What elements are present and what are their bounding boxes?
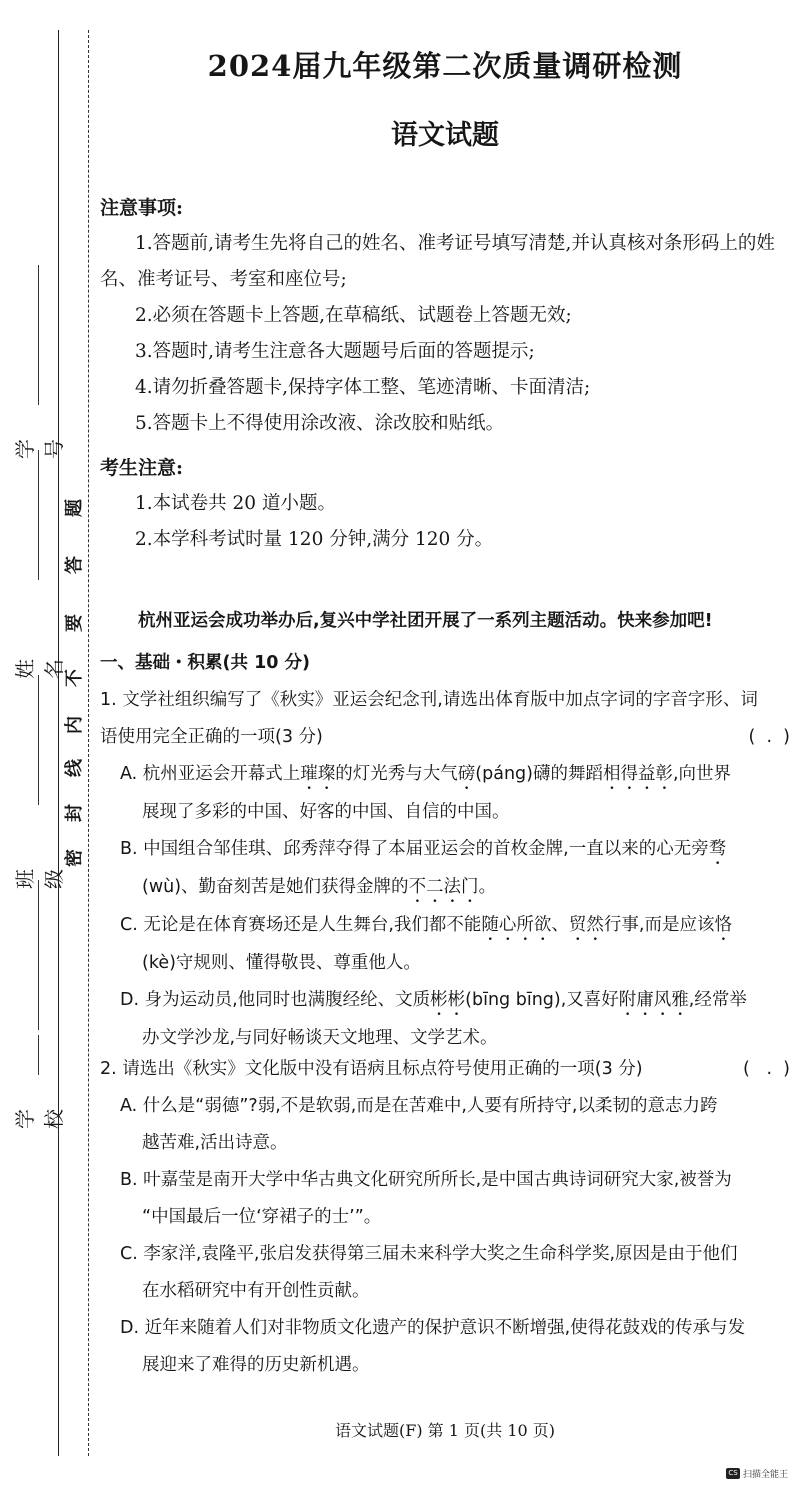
text: B. 中国组合邹佳琪、邱秀萍夺得了本届亚运会的首枚金牌,一直以来的心无旁 — [120, 839, 709, 859]
seal-char: 题 — [64, 499, 85, 517]
text: D. 身为运动员,他同时也满腹经纶、文质 — [120, 990, 431, 1010]
text: 行事,而是应该 — [603, 915, 715, 935]
seal-char: 不 — [64, 669, 85, 687]
notice-item: 3.答题时,请考生注意各大题题号后面的答题提示; — [135, 341, 535, 362]
q1-option-d-cont: 办文学沙龙,与同好畅谈天文地理、文学艺术。 — [142, 1028, 498, 1048]
field-line-xingming-gap — [38, 450, 39, 580]
q1-option-c-cont: (kè)守规则、懂得敬畏、尊重他人。 — [142, 953, 421, 973]
text: (bīng bīng),又喜好 — [465, 990, 619, 1010]
q2-answer-paren[interactable]: ( . ) — [742, 1059, 790, 1079]
binding-margin — [0, 0, 95, 1486]
q1-option-b-cont — [100, 869, 790, 907]
q1-stem-line: 1. 文学社组织编写了《秋实》亚运会纪念刊,请选出体育版中加点字词的字音字形、词 — [100, 690, 758, 710]
dotted-word: 随心所欲 — [481, 915, 552, 935]
notice-item: 2.必须在答题卡上答题,在草稿纸、试题卷上答题无效; — [135, 305, 572, 326]
q2-option-b[interactable]: B. 叶嘉莹是南开大学中华古典文化研究所所长,是中国古典诗词研究大家,被誉为 — [120, 1170, 732, 1190]
candidate-item: 1.本试卷共 20 道小题。 — [135, 493, 336, 514]
dotted-word: 彬彬 — [430, 990, 466, 1010]
page-footer: 语文试题(F) 第 1 页(共 10 页) — [334, 1421, 556, 1440]
text: 。 — [478, 877, 497, 897]
notice-heading: 注意事项: — [100, 197, 184, 219]
field-label-xuexiao: 学 校 — [13, 1109, 66, 1129]
camscanner-icon: CS — [726, 1468, 740, 1479]
notice-item: 1.答题前,请考生先将自己的姓名、准考证号填写清楚,并认真核对条形码上的姓 — [135, 233, 775, 254]
q2-option-c-cont: 在水稻研究中有开创性贡献。 — [142, 1281, 370, 1301]
notice-section — [100, 190, 790, 442]
dotted-word: 不二法门 — [408, 877, 479, 897]
watermark-label: 扫描全能王 — [742, 1470, 788, 1480]
seal-char: 要 — [64, 614, 85, 632]
q1-option-b[interactable] — [100, 831, 790, 869]
margin-line-dashed — [88, 30, 89, 1456]
text: ,向世界 — [672, 764, 732, 784]
q2-stem-row — [100, 1051, 790, 1088]
field-label-xingming: 姓 名 — [13, 659, 66, 679]
margin-line-solid — [58, 30, 59, 1456]
dotted-word: 骛 — [708, 839, 727, 859]
q1-option-d[interactable] — [100, 982, 790, 1020]
q1-stem-line: 语使用完全正确的一项(3 分) — [100, 727, 323, 747]
seal-char: 答 — [64, 556, 85, 574]
candidate-item: 2.本学科考试时量 120 分钟,满分 120 分。 — [135, 529, 494, 550]
q2-option-b-cont: “中国最后一位‘穿裙子的士’”。 — [142, 1207, 382, 1227]
seal-char: 密 — [64, 849, 85, 867]
field-line-xuehao[interactable] — [38, 265, 39, 405]
text: 、 — [551, 915, 569, 935]
text: 的灯光秀与大气 — [335, 764, 458, 784]
q1-option-a[interactable] — [100, 756, 790, 794]
scanner-watermark — [726, 1467, 788, 1480]
intro-text: 杭州亚运会成功举办后,复兴中学社团开展了一系列主题活动。快来参加吧! — [138, 611, 713, 631]
q1-stem-row — [100, 719, 790, 756]
field-line-banji[interactable] — [38, 880, 39, 1030]
subject-title: 语文试题 — [391, 120, 499, 151]
field-line-xuexiao[interactable] — [38, 1035, 39, 1075]
exam-title: 2024届九年级第二次质量调研检测 — [207, 49, 683, 83]
notice-item: 名、准考证号、考室和座位号; — [100, 269, 347, 290]
dotted-word: 璀璨 — [300, 764, 336, 784]
seal-char: 内 — [64, 716, 85, 734]
seal-char: 线 — [64, 759, 85, 777]
q2-option-a-cont: 越苦难,活出诗意。 — [142, 1133, 288, 1153]
q2-option-a[interactable]: A. 什么是“弱德”?弱,不是软弱,而是在苦难中,人要有所持守,以柔韧的意志力跨 — [120, 1096, 718, 1116]
notice-item: 4.请勿折叠答题卡,保持字体工整、笔迹清晰、卡面清洁; — [135, 377, 591, 398]
candidate-heading: 考生注意: — [100, 457, 184, 479]
seal-char: 封 — [64, 804, 85, 822]
dotted-word: 恪 — [714, 915, 732, 935]
dotted-word: 附庸风雅 — [618, 990, 689, 1010]
dotted-word: 贸然 — [568, 915, 604, 935]
q1-option-a-cont: 展现了多彩的中国、好客的中国、自信的中国。 — [142, 802, 510, 822]
field-line-xingming[interactable] — [38, 675, 39, 805]
q2-option-d-cont: 展迎来了难得的历史新机遇。 — [142, 1355, 370, 1375]
dotted-word: 相得益彰 — [602, 764, 673, 784]
text: A. 杭州亚运会开幕式上 — [120, 764, 301, 784]
dotted-word: 磅 — [457, 764, 476, 784]
text: (páng)礴的舞蹈 — [475, 764, 603, 784]
field-label-xuehao: 学 号 — [13, 439, 66, 459]
notice-item: 5.答题卡上不得使用涂改液、涂改胶和贴纸。 — [135, 413, 505, 434]
q1-answer-paren[interactable]: ( . ) — [748, 727, 790, 747]
q1-option-c[interactable] — [100, 907, 790, 945]
q2-stem: 2. 请选出《秋实》文化版中没有语病且标点符号使用正确的一项(3 分) — [100, 1059, 643, 1079]
q2-option-d[interactable]: D. 近年来随着人们对非物质文化遗产的保护意识不断增强,使得花鼓戏的传承与发 — [120, 1318, 746, 1338]
question-1-section — [100, 645, 790, 1057]
section-1-heading: 一、基础・积累(共 10 分) — [100, 653, 311, 673]
text: C. 无论是在体育赛场还是人生舞台,我们都不能 — [120, 915, 482, 935]
text: ,经常举 — [688, 990, 747, 1010]
candidate-section — [100, 450, 790, 558]
q2-option-c[interactable]: C. 李家洋,袁隆平,张启发获得第三届未来科学大奖之生命科学奖,原因是由于他们 — [120, 1244, 738, 1264]
field-label-banji: 班 级 — [13, 869, 66, 889]
question-2-section — [100, 1051, 790, 1384]
text: (wù)、勤奋刻苦是她们获得金牌的 — [142, 877, 409, 897]
